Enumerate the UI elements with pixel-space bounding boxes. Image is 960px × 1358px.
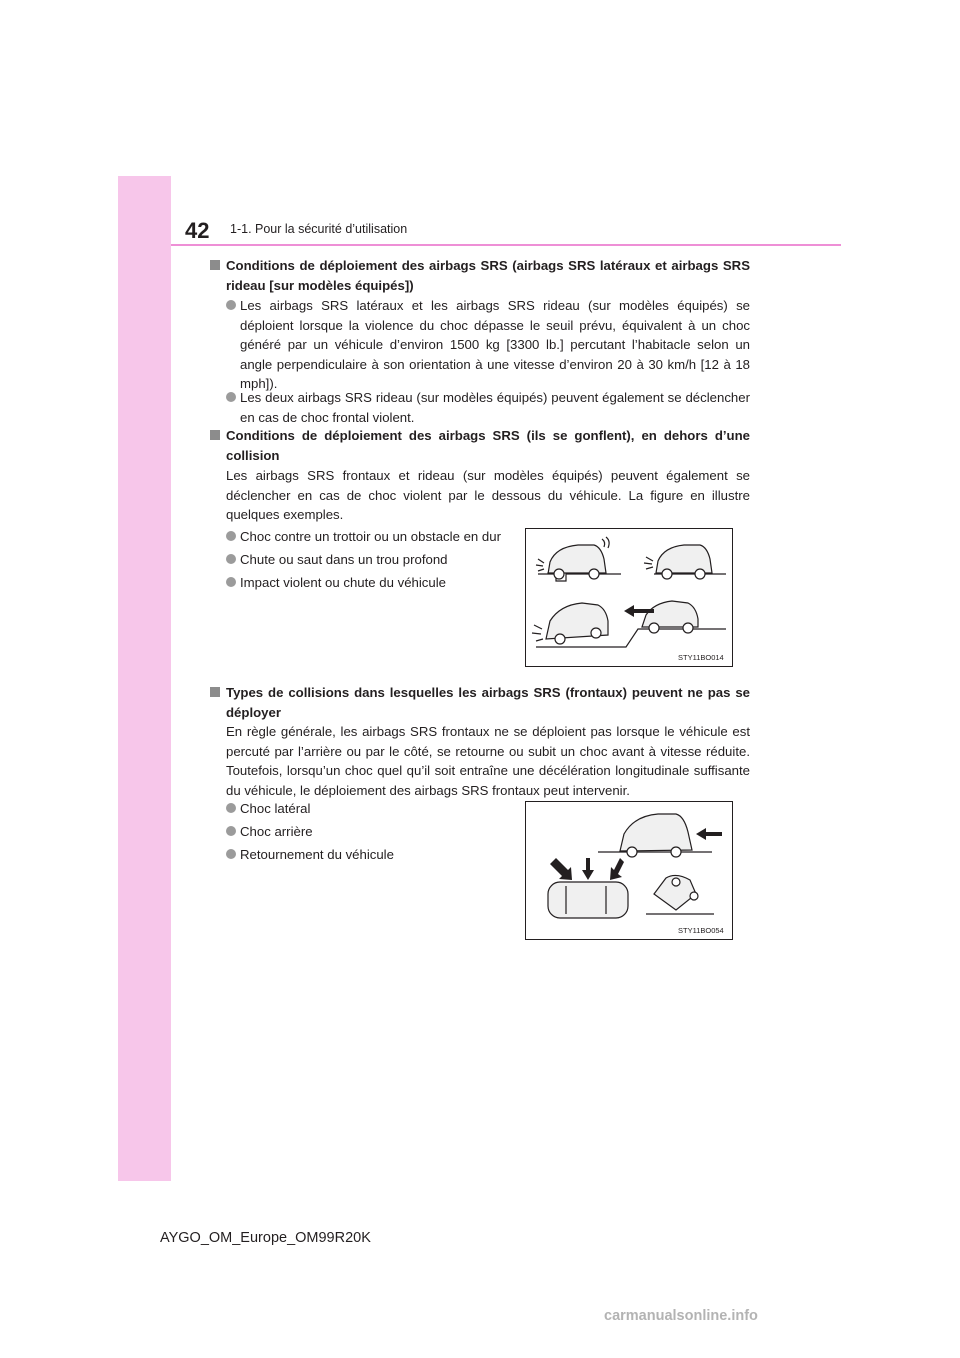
list-item: Choc arrière [226, 822, 496, 842]
bullet-dot-icon [226, 826, 236, 836]
square-bullet-icon [210, 430, 220, 440]
car-illustration-icon [526, 802, 732, 939]
bullet-dot-icon [226, 577, 236, 587]
section-paragraph: En règle générale, les airbags SRS frontaux ne se déploient pas lorsque le véhicule est percuté par l’arrière ou par le côté, se retourne ou subit un choc avant à vitesse réduite. Toutefois, lorsqu’un choc quel qu’il soit entraîne une décélération longitudinale suffisante du véhicule, le déploiement des airbags SRS frontaux peut intervenir. [226, 724, 750, 798]
section-paragraph: Les airbags SRS frontaux et rideau (sur modèles équipés) peuvent également se déclencher en cas de choc violent par le dessous du véhicule. La figure en illustre quelques exemples. [226, 468, 750, 522]
bullet-dot-icon [226, 803, 236, 813]
header-rule [171, 244, 841, 246]
list-item: Impact violent ou chute du véhicule [226, 573, 516, 593]
section-heading-3: Types de collisions dans lesquelles les airbags SRS (frontaux) peuvent ne pas se déployer [210, 683, 750, 722]
bullet-dot-icon [226, 531, 236, 541]
chapter-title: 1-1. Pour la sécurité d’utilisation [230, 222, 408, 236]
bullet-dot-icon [226, 392, 236, 402]
bullet-dot-icon [226, 554, 236, 564]
section-heading-1: Conditions de déploiement des airbags SRS (airbags SRS latéraux et airbags SRS rideau [sur modèles équipés]) [210, 256, 750, 295]
list-item: Les airbags SRS latéraux et les airbags SRS rideau (sur modèles équipés) se déploient lorsque la violence du choc dépasse le seuil prévu, équivalent à un choc généré par un véhicule d’environ 1500 kg [3300 lb.] percutant l’habitacle selon un angle perpendiculaire à son orientation à une vitesse d’environ 20 à 30 km/h [12 à 18 mph]). [226, 296, 750, 394]
bullet-dot-icon [226, 300, 236, 310]
sidebar-tab [118, 176, 171, 1181]
bullet-dot-icon [226, 849, 236, 859]
list-item: Chute ou saut dans un trou profond [226, 550, 516, 570]
list-item: Choc latéral [226, 799, 496, 819]
square-bullet-icon [210, 260, 220, 270]
footer-doc-id: AYGO_OM_Europe_OM99R20K [160, 1230, 371, 1246]
section-heading-2: Conditions de déploiement des airbags SRS (ils se gonflent), en dehors d’une collision [210, 426, 750, 465]
figure-code: STY11BO054 [678, 926, 724, 935]
figure-non-deploy-collisions [525, 801, 733, 940]
figure-code: STY11BO014 [678, 653, 724, 662]
page-number: 42 [185, 218, 210, 243]
watermark: carmanualsonline.info [604, 1308, 758, 1324]
list-item: Les deux airbags SRS rideau (sur modèles équipés) peuvent également se déclencher en cas de choc frontal violent. [226, 388, 750, 427]
list-item: Retournement du véhicule [226, 845, 496, 865]
square-bullet-icon [210, 687, 220, 697]
car-illustration-icon [526, 529, 732, 666]
list-item: Choc contre un trottoir ou un obstacle en dur [226, 527, 516, 547]
figure-underbody-impacts [525, 528, 733, 667]
